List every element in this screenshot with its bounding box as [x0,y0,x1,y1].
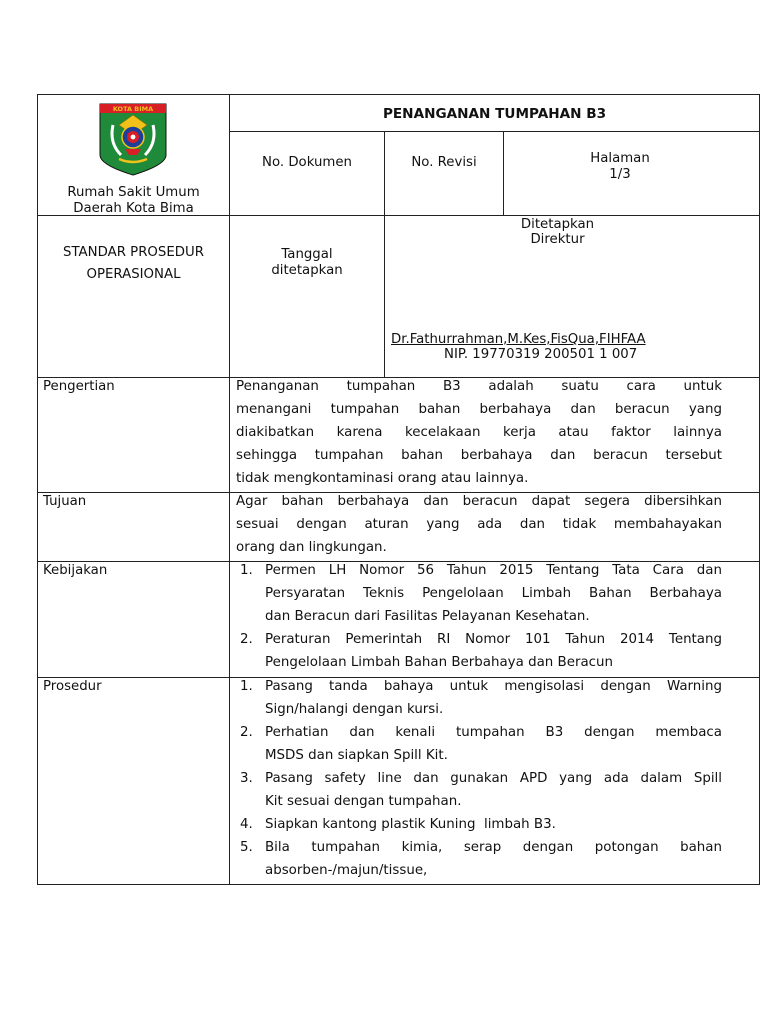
halaman-label: Halaman [590,151,650,166]
border-bottom [37,884,760,885]
prosedur-item-line: Perhatian dan kenali tumpahan B3 dengan membaca [265,725,722,740]
tujuan-line: orang dan lingkungan. [236,540,387,555]
kebijakan-item-line: Persyaratan Teknis Pengelolaan Limbah Bahan Berbahaya [265,586,722,601]
pengertian-line: menangani tumpahan bahan berbahaya dan beracun yang [236,402,722,417]
halaman-value: 1/3 [609,167,631,182]
prosedur-item-line: Siapkan kantong plastik Kuning limbah B3. [265,817,556,832]
hospital-name-line2: Daerah Kota Bima [73,201,194,216]
prosedur-item-line: absorben-/majun/tissue, [265,863,428,878]
hospital-name-line1: Rumah Sakit Umum [67,185,200,200]
tujuan-label: Tujuan [43,494,87,509]
kota-bima-logo [99,103,167,176]
signer-nip: NIP. 19770319 200501 1 007 [444,347,638,362]
prosedur-item-line: Bila tumpahan kimia, serap dengan potongan bahan [265,840,722,855]
pengertian-line: diakibatkan karena kecelakaan kerja atau faktor lainnya [236,425,722,440]
sop-label-line2: OPERASIONAL [86,267,181,282]
tanggal-line1: Tanggal [281,247,333,262]
tujuan-line: sesuai dengan aturan yang ada dan tidak membahayakan [236,517,722,532]
kebijakan-item-line: Pengelolaan Limbah Bahan Berbahaya dan Beracun [265,655,613,670]
no-dokumen-label: No. Dokumen [262,155,352,170]
direktur-label: Direktur [530,232,585,247]
prosedur-item-number: 3. [240,771,253,786]
kebijakan-item-line: Permen LH Nomor 56 Tahun 2015 Tentang Tata Cara dan [265,563,722,578]
kebijakan-item-number: 1. [240,563,253,578]
pengertian-label: Pengertian [43,379,115,394]
ditetapkan-label: Ditetapkan [520,217,595,232]
tanggal-line2: ditetapkan [271,263,343,278]
sop-label-line1: STANDAR PROSEDUR [63,245,204,260]
prosedur-item-line: Sign/halangi dengan kursi. [265,702,444,717]
kebijakan-label: Kebijakan [43,563,108,578]
border-top [37,94,760,95]
border-title-bottom [229,131,760,132]
prosedur-item-line: MSDS dan siapkan Spill Kit. [265,748,448,763]
logo-text: KOTA BIMA [112,105,154,114]
signer-name: Dr.Fathurrahman,M.Kes,FisQua,FIHFAA [391,332,646,347]
prosedur-label: Prosedur [43,679,102,694]
tujuan-line: Agar bahan berbahaya dan beracun dapat segera dibersihkan [236,494,722,509]
prosedur-item-line: Pasang tanda bahaya untuk mengisolasi dengan Warning [265,679,722,694]
pengertian-line: sehingga tumpahan bahan berbahaya dan beracun tersebut [236,448,722,463]
kebijakan-item-line: dan Beracun dari Fasilitas Pelayanan Kesehatan. [265,609,590,624]
kebijakan-item-number: 2. [240,632,253,647]
pengertian-line: tidak mengkontaminasi orang atau lainnya. [236,471,529,486]
prosedur-item-line: Pasang safety line dan gunakan APD yang ada dalam Spill [265,771,722,786]
kebijakan-item-line: Peraturan Pemerintah RI Nomor 101 Tahun 2014 Tentang [265,632,722,647]
pengertian-line: Penanganan tumpahan B3 adalah suatu cara untuk [236,379,722,394]
prosedur-item-number: 4. [240,817,253,832]
border-col1 [229,94,230,885]
logo-emblem [99,103,167,176]
prosedur-item-line: Kit sesuai dengan tumpahan. [265,794,462,809]
prosedur-item-number: 1. [240,679,253,694]
prosedur-item-number: 5. [240,840,253,855]
prosedur-item-number: 2. [240,725,253,740]
document-title: PENANGANAN TUMPAHAN B3 [382,106,607,122]
no-revisi-label: No. Revisi [411,155,477,170]
border-right [759,94,760,885]
